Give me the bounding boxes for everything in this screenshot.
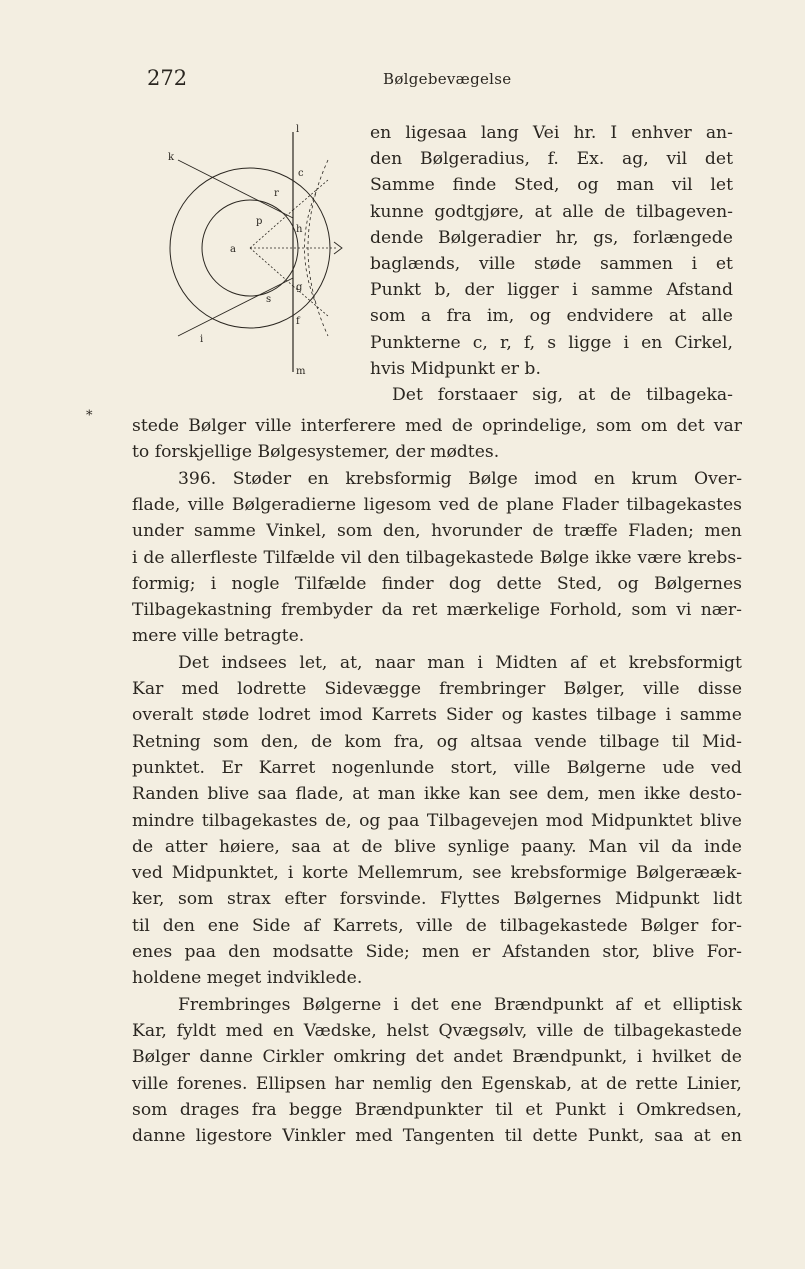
body-text-line: enes paa den modsatte Side; men er Afstanden stor, blive For- [132, 942, 742, 962]
label-c: c [298, 168, 304, 179]
page-number: 272 [147, 66, 188, 90]
margin-mark: ⁎ [86, 404, 93, 419]
side-text-line: som a fra im, og endvidere at alle [370, 306, 733, 327]
label-i: i [200, 334, 204, 345]
label-m: m [296, 366, 306, 377]
reflection-diagram [138, 120, 360, 382]
body-text-line: mere ville betragte. [132, 626, 305, 647]
label-h: h [296, 224, 303, 235]
label-r: r [274, 188, 279, 199]
body-text-line: under samme Vinkel, som den, hvorunder de træffe Fladen; men [132, 521, 742, 542]
body-text-line: punktet. Er Karret nogenlunde stort, ville Bølgerne ude ved [132, 757, 742, 778]
body-text-line: Randen blive saa flade, at man ikke kan see dem, men ikke desto- [132, 784, 742, 805]
body-text-line: Tilbagekastning frembyder da ret mærkelige Forhold, som vi nær- [132, 600, 742, 621]
ray-as [250, 248, 293, 286]
body-text-line: Det indsees let, at, naar man i Midten af et krebsformigt [178, 652, 742, 673]
label-g: g [296, 282, 303, 293]
body-text-line: overalt støde lodret imod Karrets Sider og kastes tilbage i samme [132, 705, 742, 726]
page-header [147, 66, 733, 96]
body-text-line: to forskjellige Bølgesystemer, der mødtes. [132, 442, 500, 463]
body-text-line: 396. Støder en krebsformig Bølge imod en krum Over- [178, 468, 742, 489]
side-text-line: dende Bølgeradier hr, gs, forlængede [370, 227, 733, 248]
side-text-line: en ligesaa lang Vei hr. I enhver an- [370, 123, 733, 143]
label-s: s [266, 294, 272, 305]
side-text-line: Det forstaaer sig, at de tilbageka- [392, 385, 733, 405]
label-p: p [256, 216, 263, 227]
body-text-line: de atter høiere, saa at de blive synlige paany. Man vil da inde [132, 836, 742, 857]
label-k: k [168, 152, 175, 163]
side-text-line: den Bølgeradius, f. Ex. ag, vil det [370, 149, 733, 170]
body-text-line: Kar med lodrette Sidevægge frembringer Bølger, ville disse [132, 679, 742, 699]
body-text-line: holdene meget indviklede. [132, 968, 363, 989]
body-text-line: ville forenes. Ellipsen har nemlig den Egenskab, at de rette Linier, [132, 1073, 742, 1094]
side-text-line: Punkt b, der ligger i samme Afstand [370, 280, 733, 301]
side-text-line: Samme finde Sted, og man vil let [370, 175, 733, 196]
body-text-line: Frembringes Bølgerne i det ene Brændpunkt af et elliptisk [178, 994, 742, 1015]
body-text-line: Kar, fyldt med en Vædske, helst Qvægsølv, ville de tilbagekastede [132, 1020, 742, 1041]
body-text-line: som drages fra begge Brændpunkter til et Punkt i Omkredsen, [132, 1099, 742, 1120]
body-text-line: Retning som den, de kom fra, og altsaa vende tilbage til Mid- [132, 731, 742, 752]
body-text-line: Bølger danne Cirkler omkring det andet Brændpunkt, i hvilket de [132, 1047, 742, 1068]
body-text-line: mindre tilbagekastes de, og paa Tilbagevejen mod Midpunktet blive [132, 810, 742, 831]
body-text-line: stede Bølger ville interferere med de oprindelige, som om det var [132, 416, 742, 436]
side-text-line: kunne godtgjøre, at alle de tilbageven- [370, 201, 733, 222]
body-text-line: ved Midpunktet, i korte Mellemrum, see krebsformige Bølgerææk- [132, 863, 742, 884]
side-text-line: Punkterne c, r, f, s ligge i en Cirkel, [370, 332, 733, 353]
body-text-line: flade, ville Bølgeradierne ligesom ved de plane Flader tilbagekastes [132, 494, 742, 515]
running-title: Bølgebevægelse [383, 70, 512, 88]
label-l: l [296, 124, 300, 135]
label-a: a [230, 244, 236, 255]
body-text-line: danne ligestore Vinkler med Tangenten til dette Punkt, saa at en [132, 1126, 742, 1147]
body-text-line: i de allerfleste Tilfælde vil den tilbagekastede Bølge ikke være krebs- [132, 547, 742, 568]
side-text-line: baglænds, ville støde sammen i et [370, 254, 733, 274]
body-text-line: formig; i nogle Tilfælde finder dog dette Sted, og Bølgernes [132, 573, 742, 594]
side-text-line: hvis Midpunkt er b. [370, 358, 541, 379]
wave-reflection-figure [138, 120, 360, 382]
label-f: f [296, 316, 300, 327]
body-text-line: ker, som strax efter forsvinde. Flyttes Bølgernes Midpunkt lidt [132, 889, 742, 910]
body-text-line: til den ene Side af Karrets, ville de tilbagekastede Bølger for- [132, 915, 742, 936]
